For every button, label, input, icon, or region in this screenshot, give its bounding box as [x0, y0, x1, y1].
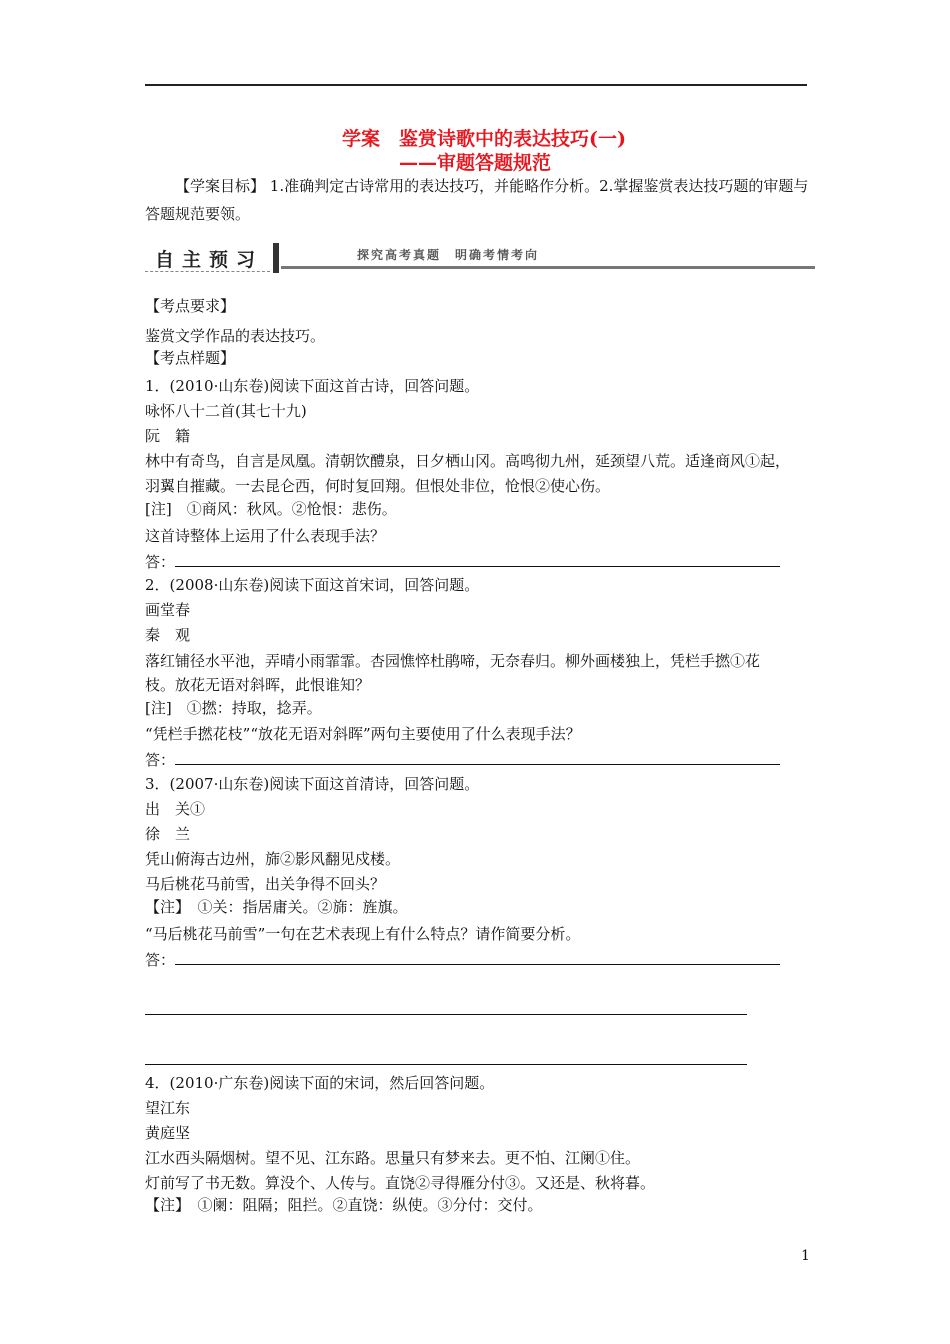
q3-answer-line-3[interactable] — [145, 1064, 747, 1065]
q2-answer-label: 答： — [145, 751, 176, 769]
section-banner — [145, 243, 815, 275]
q1-answer-line[interactable] — [175, 552, 780, 567]
banner-subtext: 探究高考真题 明确考情考向 — [357, 248, 540, 262]
q3-answer-line-2[interactable] — [145, 1014, 747, 1015]
q2-answer — [145, 750, 780, 769]
q3-answer-label: 答： — [145, 951, 176, 969]
q1-answer — [145, 552, 780, 571]
q3-stem: 3．(2007·山东卷)阅读下面这首清诗，回答问题。 — [145, 775, 480, 793]
learning-goal — [145, 172, 815, 228]
banner-line — [281, 266, 815, 269]
q2-poem-line-1: 落红铺径水平池，弄晴小雨霏霏。杏园憔悴杜鹃啼，无奈春归。柳外画楼独上，凭栏手撚①花 — [145, 652, 761, 670]
q2-stem: 2．(2008·山东卷)阅读下面这首宋词，回答问题。 — [145, 576, 480, 594]
page-number: 1 — [801, 1248, 810, 1264]
goal-label: 【学案目标】 — [175, 177, 266, 195]
q3-answer-line[interactable] — [175, 950, 780, 965]
q4-stem: 4．(2010·广东卷)阅读下面的宋词，然后回答问题。 — [145, 1074, 495, 1092]
requirement-text: 鉴赏文学作品的表达技巧。 — [145, 327, 326, 345]
q1-poem-line-2: 羽翼自摧藏。一去昆仑西，何时复回翔。但恨处非位，怆恨②使心伤。 — [145, 477, 611, 495]
banner-box — [145, 243, 275, 273]
q3-poem-line-2: 马后桃花马前雪，出关争得不回头？ — [145, 875, 386, 893]
page-subtitle: ——审题答题规范 — [398, 152, 551, 174]
q3-note: 【注】 ①关：指居庸关。②旆：旌旗。 — [145, 898, 408, 916]
banner-bar — [273, 243, 279, 273]
goal-text: 1.准确判定古诗常用的表达技巧，并能略作分析。2.掌握鉴赏表达技巧题的审题与答题规范要领。 — [145, 177, 809, 223]
q2-answer-line[interactable] — [175, 750, 780, 765]
q1-note: [注] ①商风：秋风。②怆恨：悲伤。 — [145, 500, 397, 518]
q1-author: 阮 籍 — [145, 427, 191, 445]
page-title: 学案 鉴赏诗歌中的表达技巧(一) — [342, 128, 626, 150]
q1-question: 这首诗整体上运用了什么表现手法？ — [145, 527, 386, 545]
q2-note: [注] ①撚：持取，捻弄。 — [145, 699, 322, 717]
q3-poem-title: 出 关① — [145, 800, 206, 818]
q2-author: 秦 观 — [145, 626, 191, 644]
q4-note: 【注】 ①阑：阻隔；阻拦。②直饶：纵使。③分付：交付。 — [145, 1196, 543, 1214]
requirement-label: 【考点要求】 — [145, 297, 236, 315]
q3-question: “马后桃花马前雪”一句在艺术表现上有什么特点？请作简要分析。 — [145, 925, 581, 943]
q4-author: 黄庭坚 — [145, 1124, 191, 1142]
sample-label: 【考点样题】 — [145, 349, 236, 367]
q4-poem-title: 望江东 — [145, 1099, 191, 1117]
header-rule — [145, 84, 807, 86]
q4-poem-line-1: 江水西头隔烟树。望不见、江东路。思量只有梦来去。更不怕、江阑①住。 — [145, 1149, 641, 1167]
q2-question: “凭栏手撚花枝”“放花无语对斜晖”两句主要使用了什么表现手法？ — [145, 725, 581, 743]
q3-answer — [145, 950, 780, 969]
q3-author: 徐 兰 — [145, 825, 191, 843]
banner-main-text: 自主预习 — [155, 249, 264, 271]
q3-poem-line-1: 凭山俯海古边州，旆②影风翻见戍楼。 — [145, 850, 401, 868]
q1-answer-label: 答： — [145, 553, 176, 571]
q1-stem: 1．(2010·山东卷)阅读下面这首古诗，回答问题。 — [145, 377, 480, 395]
q1-poem-title: 咏怀八十二首(其七十九) — [145, 402, 307, 420]
banner-dash-line — [145, 271, 270, 272]
q2-poem-title: 画堂春 — [145, 601, 191, 619]
q1-poem-line-1: 林中有奇鸟，自言是凤凰。清朝饮醴泉，日夕栖山冈。高鸣彻九州，延颈望八荒。适逢商风①起， — [145, 452, 791, 470]
q4-poem-line-2: 灯前写了书无数。算没个、人传与。直饶②寻得雁分付③。又还是、秋将暮。 — [145, 1174, 656, 1192]
q2-poem-line-2: 枝。放花无语对斜晖，此恨谁知？ — [145, 676, 371, 694]
